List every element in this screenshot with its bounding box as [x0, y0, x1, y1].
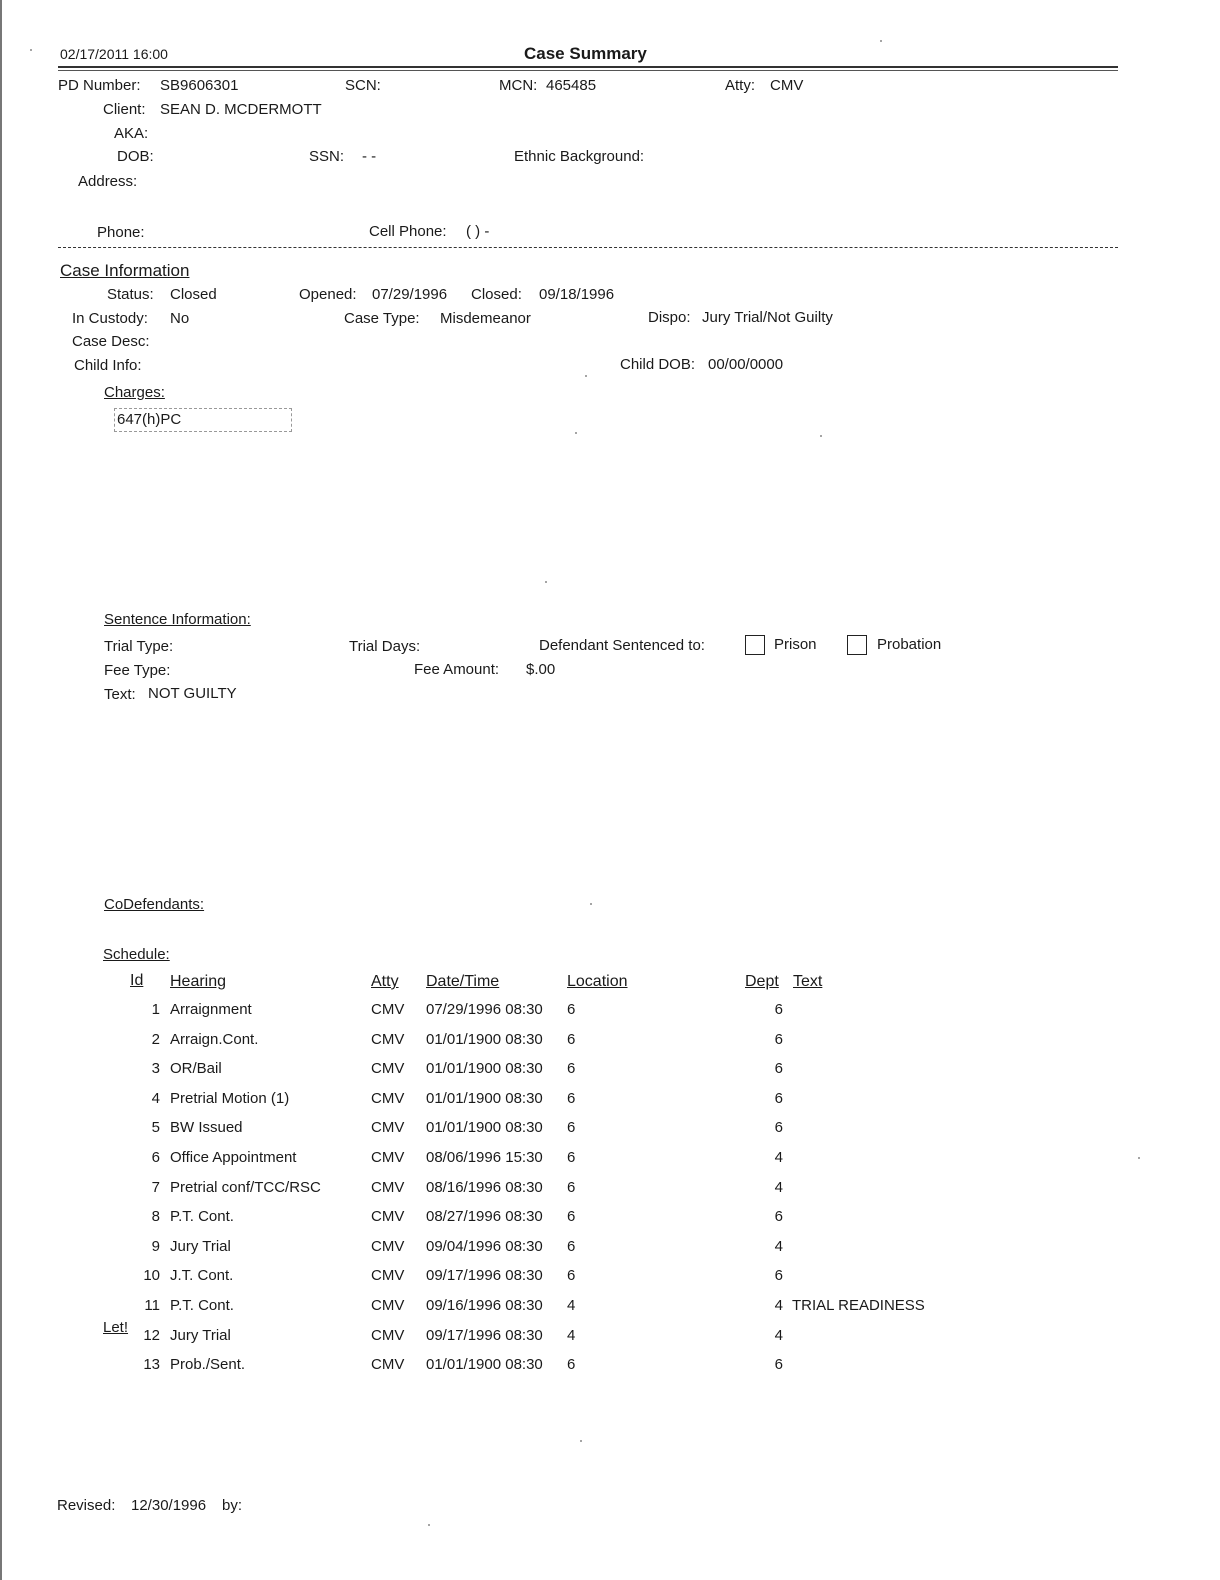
scan-speck — [575, 432, 577, 434]
column-header-dept: Dept — [745, 973, 779, 990]
row-datetime: 01/01/1900 08:30 — [426, 1090, 543, 1107]
scan-speck — [590, 903, 592, 905]
row-atty: CMV — [371, 1297, 405, 1314]
row-dept: 6 — [774, 1060, 783, 1077]
row-datetime: 07/29/1996 08:30 — [426, 1001, 543, 1018]
row-hearing: Jury Trial — [170, 1327, 231, 1344]
column-header-datetime: Date/Time — [426, 973, 500, 990]
scan-speck — [820, 435, 822, 437]
column-header-hearing: Hearing — [170, 973, 227, 990]
sentence-text-label: Text: — [104, 686, 136, 703]
row-location: 6 — [567, 1090, 576, 1107]
row-location: 6 — [567, 1179, 576, 1196]
row-hearing: OR/Bail — [170, 1060, 222, 1077]
row-hearing: P.T. Cont. — [170, 1297, 234, 1314]
prison-checkbox[interactable] — [745, 635, 765, 655]
row-hearing: Pretrial Motion (1) — [170, 1090, 290, 1107]
row-dept: 6 — [774, 1208, 783, 1225]
ethnic-background-label: Ethnic Background: — [514, 148, 645, 165]
codefendants-heading: CoDefendants: — [104, 896, 205, 913]
row-atty: CMV — [371, 1031, 405, 1048]
row-id: 13 — [143, 1356, 160, 1373]
status-label: Status: — [107, 286, 154, 303]
schedule-row — [0, 1179, 1220, 1201]
schedule-row — [0, 1208, 1220, 1230]
sentence-information-heading: Sentence Information: — [104, 611, 251, 628]
scan-speck — [880, 40, 882, 42]
sentence-text-value: NOT GUILTY — [148, 685, 237, 702]
row-id: 7 — [151, 1179, 160, 1196]
dispo-value: Jury Trial/Not Guilty — [702, 309, 833, 326]
row-location: 6 — [567, 1208, 576, 1225]
scan-speck — [545, 581, 547, 583]
atty-value: CMV — [770, 77, 804, 94]
row-hearing: Office Appointment — [170, 1149, 297, 1166]
child-dob-label: Child DOB: — [620, 356, 696, 373]
schedule-heading: Schedule: — [103, 946, 170, 963]
aka-label: AKA: — [114, 125, 149, 142]
row-id: 4 — [151, 1090, 160, 1107]
row-atty: CMV — [371, 1267, 405, 1284]
row-location: 6 — [567, 1267, 576, 1284]
row-datetime: 08/06/1996 15:30 — [426, 1149, 543, 1166]
row-atty: CMV — [371, 1001, 405, 1018]
row-datetime: 01/01/1900 08:30 — [426, 1031, 543, 1048]
row-dept: 4 — [774, 1149, 783, 1166]
margin-note: Let! — [103, 1319, 129, 1336]
schedule-row — [0, 1267, 1220, 1289]
print-timestamp: 02/17/2011 16:00 — [60, 46, 168, 62]
fee-amount-label: Fee Amount: — [414, 661, 500, 678]
row-id: 3 — [151, 1060, 160, 1077]
opened-label: Opened: — [299, 286, 357, 303]
row-location: 6 — [567, 1031, 576, 1048]
case-information-heading: Case Information — [60, 261, 190, 280]
row-dept: 4 — [774, 1327, 783, 1344]
child-dob-value: 00/00/0000 — [708, 356, 784, 373]
schedule-row — [0, 1149, 1220, 1171]
trial-type-label: Trial Type: — [104, 638, 174, 655]
pd-number-label: PD Number: — [58, 77, 141, 94]
row-location: 6 — [567, 1356, 576, 1373]
schedule-row — [0, 1001, 1220, 1023]
scn-label: SCN: — [345, 77, 381, 94]
client-name: SEAN D. MCDERMOTT — [160, 101, 322, 118]
scan-speck — [585, 375, 587, 377]
row-id: 8 — [151, 1208, 160, 1225]
mcn-value: 465485 — [546, 77, 597, 94]
closed-label: Closed: — [471, 286, 522, 303]
scan-speck — [30, 49, 32, 51]
scan-speck — [428, 1524, 430, 1526]
scan-speck — [580, 1440, 582, 1442]
row-datetime: 01/01/1900 08:30 — [426, 1119, 543, 1136]
row-hearing: Prob./Sent. — [170, 1356, 246, 1373]
row-id: 2 — [151, 1031, 160, 1048]
row-datetime: 08/27/1996 08:30 — [426, 1208, 543, 1225]
row-atty: CMV — [371, 1060, 405, 1077]
row-hearing: Arraignment — [170, 1001, 252, 1018]
client-label: Client: — [103, 101, 146, 118]
row-dept: 6 — [774, 1356, 783, 1373]
row-atty: CMV — [371, 1356, 405, 1373]
row-id: 1 — [151, 1001, 160, 1018]
row-atty: CMV — [371, 1119, 405, 1136]
in-custody-label: In Custody: — [72, 310, 148, 327]
schedule-row — [0, 1031, 1220, 1053]
row-datetime: 09/17/1996 08:30 — [426, 1327, 543, 1344]
row-id: 10 — [143, 1267, 160, 1284]
case-type-value: Misdemeanor — [440, 310, 531, 327]
section-divider — [58, 247, 1118, 248]
row-atty: CMV — [371, 1327, 405, 1344]
row-text: TRIAL READINESS — [792, 1297, 925, 1314]
row-location: 6 — [567, 1060, 576, 1077]
row-dept: 4 — [774, 1179, 783, 1196]
row-datetime: 01/01/1900 08:30 — [426, 1356, 543, 1373]
row-dept: 4 — [774, 1238, 783, 1255]
schedule-row — [0, 1356, 1220, 1378]
row-location: 6 — [567, 1238, 576, 1255]
schedule-row — [0, 1297, 1220, 1319]
schedule-row — [0, 1090, 1220, 1112]
row-location: 6 — [567, 1119, 576, 1136]
row-datetime: 09/04/1996 08:30 — [426, 1238, 543, 1255]
case-desc-label: Case Desc: — [72, 333, 150, 350]
fee-type-label: Fee Type: — [104, 662, 171, 679]
row-datetime: 08/16/1996 08:30 — [426, 1179, 543, 1196]
row-atty: CMV — [371, 1179, 405, 1196]
address-label: Address: — [78, 173, 138, 190]
charge-field — [114, 408, 292, 432]
schedule-row — [0, 1060, 1220, 1082]
mcn-label: MCN: — [499, 77, 538, 94]
closed-value: 09/18/1996 — [539, 286, 615, 303]
row-id: 6 — [151, 1149, 160, 1166]
header-rule-top — [58, 66, 1118, 68]
row-dept: 6 — [774, 1119, 783, 1136]
atty-label: Atty: — [725, 77, 756, 94]
in-custody-value: No — [170, 310, 190, 327]
probation-checkbox[interactable] — [847, 635, 867, 655]
row-hearing: P.T. Cont. — [170, 1208, 234, 1225]
row-dept: 6 — [774, 1090, 783, 1107]
row-id: 5 — [151, 1119, 160, 1136]
row-id: 9 — [151, 1238, 160, 1255]
cell-phone-value: ( ) - — [466, 223, 490, 240]
opened-value: 07/29/1996 — [372, 286, 448, 303]
row-atty: CMV — [371, 1208, 405, 1225]
row-location: 4 — [567, 1327, 576, 1344]
row-hearing: Pretrial conf/TCC/RSC — [170, 1179, 321, 1196]
row-id: 11 — [144, 1297, 160, 1314]
row-dept: 6 — [774, 1001, 783, 1018]
row-datetime: 09/16/1996 08:30 — [426, 1297, 543, 1314]
row-hearing: J.T. Cont. — [170, 1267, 234, 1284]
row-atty: CMV — [371, 1149, 405, 1166]
column-header-location: Location — [567, 973, 628, 990]
row-hearing: Jury Trial — [170, 1238, 231, 1255]
column-header-atty: Atty — [371, 973, 399, 990]
status-value: Closed — [170, 286, 217, 303]
row-location: 6 — [567, 1149, 576, 1166]
revised-label: Revised: — [57, 1497, 116, 1514]
fee-amount-value: $.00 — [526, 661, 556, 678]
row-location: 4 — [567, 1297, 576, 1314]
charges-label: Charges: — [104, 384, 165, 401]
dob-label: DOB: — [117, 148, 154, 165]
revised-by-label: by: — [222, 1497, 243, 1514]
row-dept: 6 — [774, 1031, 783, 1048]
schedule-row — [0, 1238, 1220, 1260]
row-datetime: 09/17/1996 08:30 — [426, 1267, 543, 1284]
row-hearing: BW Issued — [170, 1119, 243, 1136]
case-type-label: Case Type: — [344, 310, 420, 327]
row-dept: 4 — [774, 1297, 783, 1314]
row-dept: 6 — [774, 1267, 783, 1284]
child-info-label: Child Info: — [74, 357, 142, 374]
ssn-value: - - — [362, 148, 377, 165]
schedule-row — [0, 1119, 1220, 1141]
pd-number-value: SB9606301 — [160, 77, 239, 94]
probation-label: Probation — [877, 636, 942, 653]
ssn-label: SSN: — [309, 148, 345, 165]
row-hearing: Arraign.Cont. — [170, 1031, 259, 1048]
row-atty: CMV — [371, 1238, 405, 1255]
dispo-label: Dispo: — [648, 309, 691, 326]
page-title: Case Summary — [524, 44, 647, 63]
column-header-text: Text — [793, 973, 823, 990]
cell-phone-label: Cell Phone: — [369, 223, 447, 240]
revised-date: 12/30/1996 — [131, 1497, 207, 1514]
column-header-id: Id — [130, 972, 144, 989]
schedule-row — [0, 1327, 1220, 1349]
row-id: 12 — [143, 1327, 160, 1344]
defendant-sentenced-label: Defendant Sentenced to: — [539, 637, 705, 654]
scan-speck — [1138, 1157, 1140, 1159]
row-datetime: 01/01/1900 08:30 — [426, 1060, 543, 1077]
row-atty: CMV — [371, 1090, 405, 1107]
charge-value: 647(h)PC — [117, 411, 182, 428]
header-rule-bottom — [58, 70, 1118, 71]
phone-label: Phone: — [97, 224, 145, 241]
row-location: 6 — [567, 1001, 576, 1018]
prison-label: Prison — [774, 636, 817, 653]
trial-days-label: Trial Days: — [349, 638, 421, 655]
